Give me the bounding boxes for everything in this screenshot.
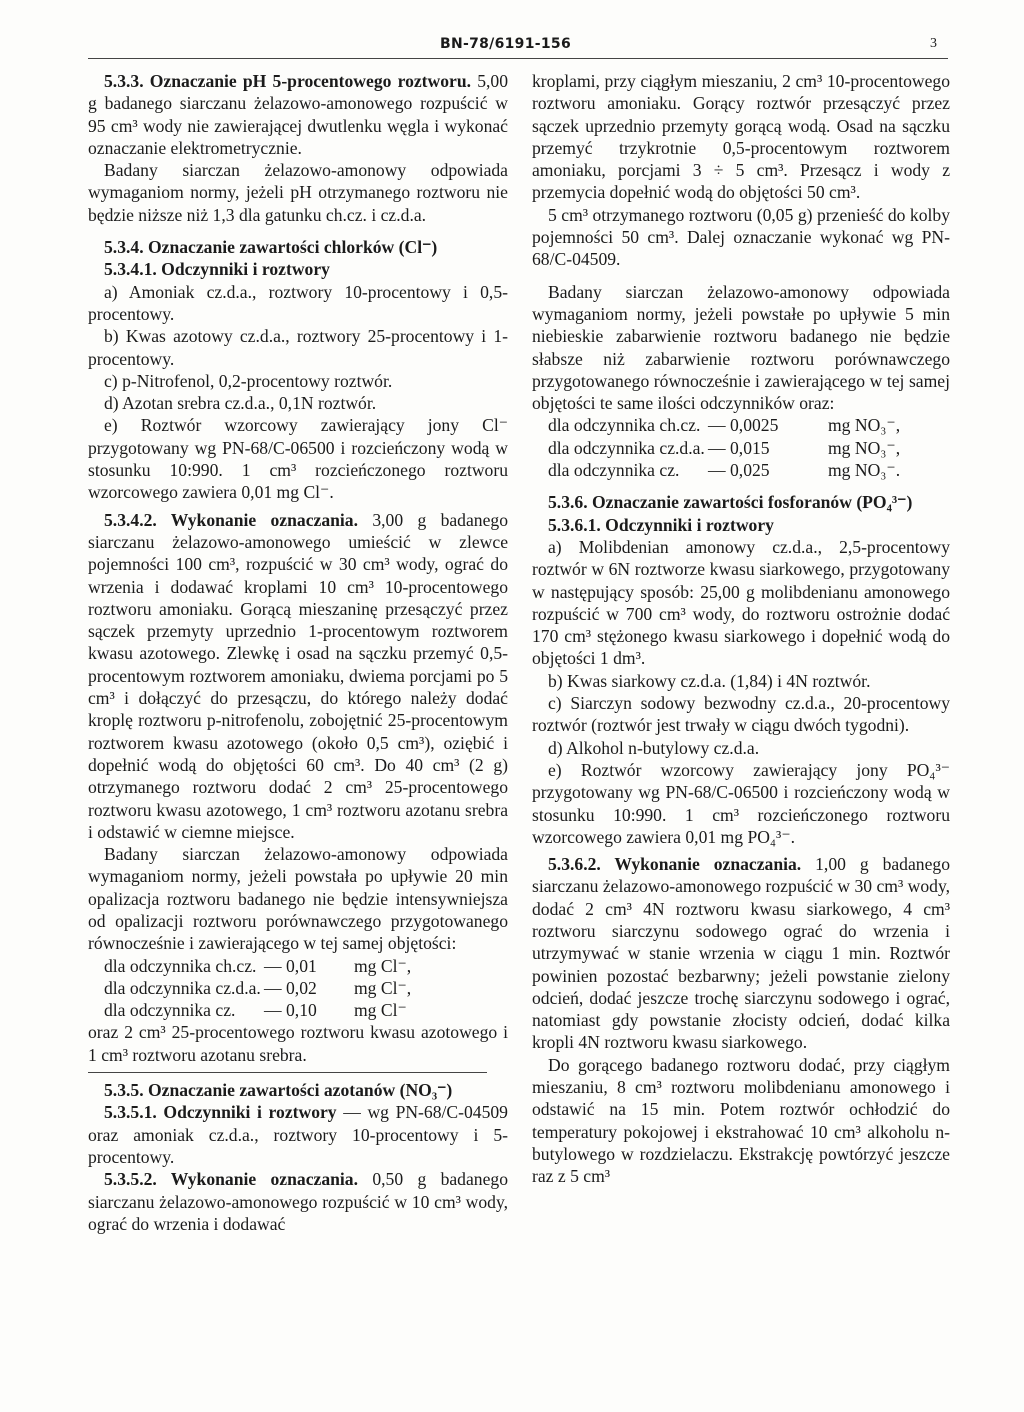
section-5352 <box>88 1168 508 1235</box>
section-5341-title: 5.3.4.1. Odczynniki i roztwory <box>104 259 330 280</box>
limit-value: — 0,015 <box>708 437 770 458</box>
section-5351 <box>88 1101 508 1168</box>
chloride-limit-row <box>88 977 508 999</box>
nitrate-limit-row <box>532 459 950 481</box>
reagent-a: a) Molibdenian amonowy cz.d.a., 2,5-procentowy roztwór w 6N roztworze kwasu siarkowego, przygotowany w następujący sposób: 25,00 g molibdenianu amonowego rozpuścić w 700 cm³ wody, do roztworu ostrożnie dodać 170 cm³ stężonego kwasu siarkowego i dopełnić wodą do objętości 1 dm³. <box>532 536 950 669</box>
section-533-requirement: Badany siarczan żelazowo-amonowy odpowiada wymaganiom normy, jeżeli pH otrzymanego roztworu nie będzie niższe niż 1,3 dla gatunku ch.cz. i cz.d.a. <box>88 160 508 225</box>
limit-unit: mg Cl⁻ <box>354 1000 407 1021</box>
section-5352-title: 5.3.5.2. Wykonanie oznaczania. <box>104 1169 358 1190</box>
limit-unit: mg NO₃⁻, <box>828 415 901 436</box>
section-535-title: 5.3.5. Oznaczanie zawartości azotanów (NO₃⁻) <box>104 1080 453 1101</box>
limit-label: dla odczynnika ch.cz. <box>548 415 701 436</box>
limit-value: — 0,10 <box>264 1000 317 1021</box>
chloride-tail: oraz 2 cm³ 25-procentowego roztworu kwasu azotowego i 1 cm³ roztworu azotanu srebra. <box>88 1022 508 1065</box>
limit-value: — 0,025 <box>708 460 770 481</box>
nitrate-requirement: Badany siarczan żelazowo-amonowy odpowiada wymaganiom normy, jeżeli powstałe po upływie 5 min niebieskie zabarwienie roztworu badanego nie będzie słabsze niż zabarwienie roztworu porównawczego przygotowanego równocześnie i zawierającego w tej samej objętości te same ilości odczynników oraz: <box>532 281 950 414</box>
nitrate-limit-row <box>532 437 950 459</box>
reagent-b: b) Kwas siarkowy cz.d.a. (1,84) i 4N roztwór. <box>548 670 871 691</box>
limit-label: dla odczynnika cz.d.a. <box>104 977 261 998</box>
limit-value: — 0,02 <box>264 977 317 998</box>
limit-label: dla odczynnika cz.d.a. <box>548 437 705 458</box>
standard-number: BN-78/6191-156 <box>440 36 571 52</box>
chloride-limit-row <box>88 955 508 977</box>
section-533-body: 5,00 g badanego siarczanu żelazowo-amonowego rozpuścić w 95 cm³ wody nie zawierającej dwutlenku węgla i wykonać oznaczanie elektrometrycznie. <box>88 71 508 158</box>
limit-value: — 0,01 <box>264 955 317 976</box>
section-5342-title: 5.3.4.2. Wykonanie oznaczania. <box>104 509 358 530</box>
section-534-title: 5.3.4. Oznaczanie zawartości chlorków (Cl⁻) <box>104 237 438 258</box>
reagent-d: d) Alkohol n-butylowy cz.d.a. <box>548 737 760 758</box>
section-5362-body: 1,00 g badanego siarczanu żelazowo-amonowego rozpuścić w 30 cm³ wody, dodać 2 cm³ 4N roztworu kwasu siarkowego, 4 cm³ roztworu siarczynu sodowego ograć do wrzenia i utrzymywać w stanie wrzenia w ciągu 1 min. Roztwór powinien pozostać bezbarwny; jeżeli powstanie zielony odcień, dodać jeszcze trochę siarczynu sodowego i ograć, natomiast gdy powstanie złocisty odcień, dodać kilka kropli 4N roztworu kwasu siarkowego. <box>532 854 950 1053</box>
nitrate-transfer: 5 cm³ otrzymanego roztworu (0,05 g) przenieść do kolby pojemności 50 cm³. Dalej oznaczanie wykonać wg PN-68/C-04509. <box>532 204 950 270</box>
right-column <box>532 70 950 1188</box>
section-5351-title: 5.3.5.1. Odczynniki i roztwory <box>104 1102 337 1123</box>
limit-unit: mg Cl⁻, <box>354 977 412 998</box>
limit-label: dla odczynnika ch.cz. <box>104 955 257 976</box>
reagent-a: a) Amoniak cz.d.a., roztwory 10-procentowy i 0,5-procentowy. <box>88 281 508 324</box>
reagent-c: c) Siarczyn sodowy bezwodny cz.d.a., 20-procentowy roztwór (roztwór jest trwały w ciągu dwóch tygodni). <box>532 693 950 736</box>
section-536-title: 5.3.6. Oznaczanie zawartości fosforanów (PO₄³⁻) <box>548 492 913 513</box>
reagent-e: e) Roztwór wzorcowy zawierający jony PO₄³⁻ przygotowany wg PN-68/C-06500 i rozcieńczony wodą w stosunku 10:990. 1 cm³ rozcieńczonego roztworu wzorcowego zawiera 0,01 mg PO₄³⁻. <box>532 759 950 847</box>
section-533-title: 5.3.3. Oznaczanie pH 5-procentowego roztworu. <box>104 71 472 91</box>
section-rule <box>88 1072 487 1073</box>
section-5351-body: — wg PN-68/C-04509 oraz amoniak cz.d.a., roztwory 10-procentowy i 5-procentowy. <box>88 1102 508 1167</box>
reagent-c: c) p-Nitrofenol, 0,2-procentowy roztwór. <box>104 370 393 391</box>
reagent-d: d) Azotan srebra cz.d.a., 0,1N roztwór. <box>104 393 377 414</box>
page-number: 3 <box>930 36 937 51</box>
section-5362-title: 5.3.6.2. Wykonanie oznaczania. <box>548 854 802 875</box>
limit-unit: mg NO₃⁻, <box>828 437 901 458</box>
reagent-b: b) Kwas azotowy cz.d.a., roztwory 25-procentowy i 1-procentowy. <box>88 326 508 369</box>
nitrate-continuation: kroplami, przy ciągłym mieszaniu, 2 cm³ 10-procentowego roztworu amoniaku. Gorący roztwór przesączyć przez sączek uprzednio przemyty gorącą wodą. Osad na sączku przemyć trzykrotnie 0,5-procentowym roztworem amoniaku, porcjami 3 ÷ 5 cm³. Przesącz i wody z przemycia dopełnić wodą do objętości 50 cm³. <box>532 71 950 203</box>
section-5361-title: 5.3.6.1. Odczynniki i roztwory <box>548 514 774 535</box>
section-5342-body: 3,00 g badanego siarczanu żelazowo-amonowego umieścić w zlewce pojemności 100 cm³, rozpuścić w 30 cm³ wody, ograć do wrzenia i dodawać kroplami 10 cm³ 10-procentowego roztworu amoniaku. Gorącą mieszaninę przesączyć przez sączek przemyty uprzednio 1-procentowym roztworem kwasu azotowego. Zlewkę i osad na sączku przemyć 0,5-procentowym roztworem amoniaku, dwiema porcjami po 5 cm³ i dołączyć do przesączu, do którego należy dodać kroplę roztworu p-nitrofenolu, zobojętnić 25-procentowym roztworem kwasu azotowego (około 0,5 cm³), oziębić i dopełnić wodą do objętości 60 cm³. Do 40 cm³ (2 g) otrzymanego roztworu dodać 2 cm³ 25-procentowego roztworu kwasu azotowego, 1 cm³ roztworu azotanu srebra i odstawić w ciemne miejsce. <box>88 509 508 842</box>
limit-value: — 0,0025 <box>708 415 779 436</box>
limit-label: dla odczynnika cz. <box>104 1000 236 1021</box>
section-5362-continued: Do gorącego badanego roztworu dodać, przy ciągłym mieszaniu, 8 cm³ roztworu molibdenianu amonowego i odstawić na 15 min. Potem roztwór ochłodzić do temperatury pokojowej i ekstrahować 10 cm³ alkoholu n-butylowego w rozdzielaczu. Ekstrakcję powtórzyć jeszcze raz z 5 cm³ <box>532 1054 950 1187</box>
chloride-limit-row <box>88 999 508 1021</box>
left-column <box>88 70 508 1235</box>
section-5342 <box>88 509 508 843</box>
limit-label: dla odczynnika cz. <box>548 460 680 481</box>
chloride-requirement: Badany siarczan żelazowo-amonowy odpowiada wymaganiom normy, jeżeli powstała po upływie 20 min opalizacja roztworu badanego nie będzie intensywniejsza od opalizacji roztworu porównawczego przygotowanego równocześnie i zawierającego w tej samej objętości: <box>88 844 508 954</box>
reagent-e: e) Roztwór wzorcowy zawierający jony Cl⁻ przygotowany wg PN-68/C-06500 i rozcieńczony wodą w stosunku 10:990. 1 cm³ rozcieńczonego roztworu wzorcowego zawiera 0,01 mg Cl⁻. <box>88 415 508 503</box>
section-5362 <box>532 853 950 1054</box>
header-rule <box>88 58 948 59</box>
limit-unit: mg Cl⁻, <box>354 955 412 976</box>
section-5352-body: 0,50 g badanego siarczanu żelazowo-amonowego rozpuścić w 10 cm³ wody, ograć do wrzenia i dodawać <box>88 1169 508 1234</box>
limit-unit: mg NO₃⁻. <box>828 460 901 481</box>
nitrate-limit-row <box>532 414 950 436</box>
section-533 <box>88 70 508 159</box>
